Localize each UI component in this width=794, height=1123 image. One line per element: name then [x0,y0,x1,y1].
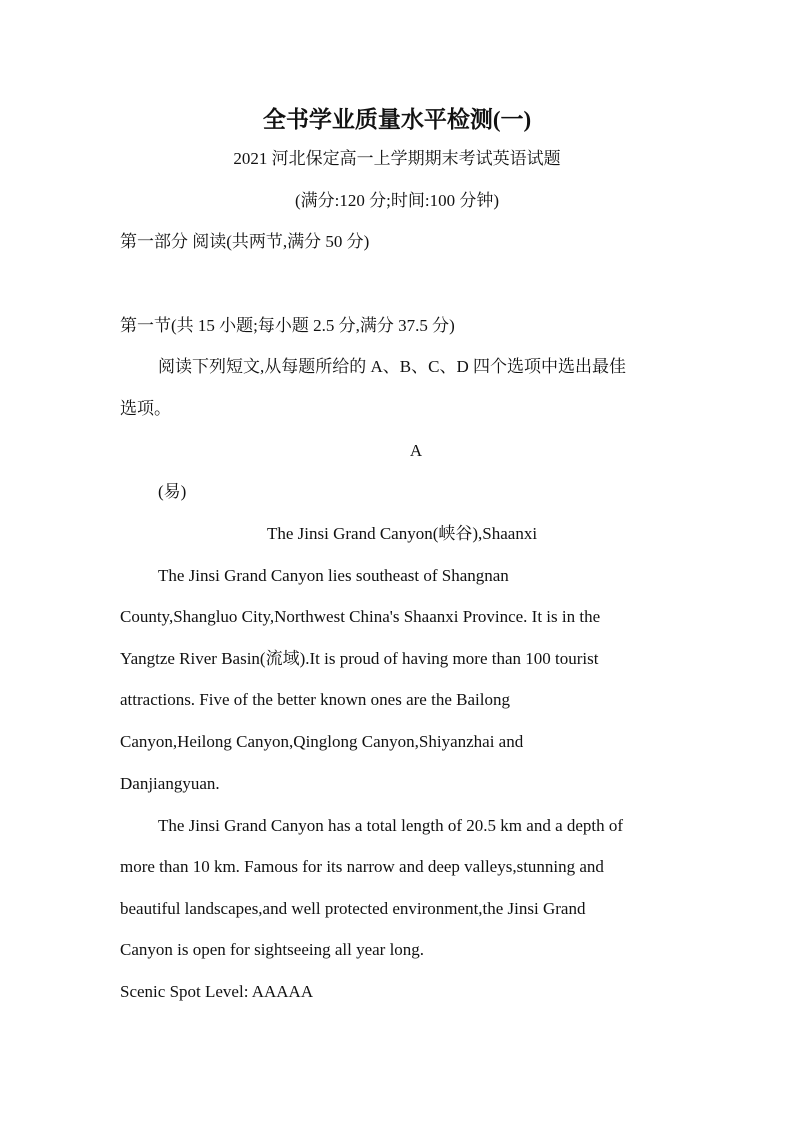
passage-line: Danjiangyuan. [120,774,220,793]
passage-line: beautiful landscapes,and well protected environment,the Jinsi Grand [120,899,586,918]
passage-line: Canyon,Heilong Canyon,Qinglong Canyon,Shiyanzhai and [120,732,524,751]
passage-line: attractions. Five of the better known ones are the Bailong [120,690,510,709]
part-heading: 第一部分 阅读(共两节,满分 50 分) [120,232,370,251]
passage-line: The Jinsi Grand Canyon lies southeast of Shangnan [158,566,509,585]
passage-title: The Jinsi Grand Canyon(峡谷),Shaanxi [267,524,538,543]
score-time-info: (满分:120 分;时间:100 分钟) [295,191,499,210]
passage-line: County,Shangluo City,Northwest China's Shaanxi Province. It is in the [120,607,601,626]
instruction-text-continued: 选项。 [120,399,171,418]
exam-subtitle: 2021 河北保定高一上学期期末考试英语试题 [233,149,561,168]
passage-label: A [409,441,423,460]
passage-line: more than 10 km. Famous for its narrow and deep valleys,stunning and [120,857,604,876]
page-title: 全书学业质量水平检测(一) [262,107,532,132]
instruction-text: 阅读下列短文,从每题所给的 A、B、C、D 四个选项中选出最佳 [158,357,626,376]
passage-line: Canyon is open for sightseeing all year long. [120,940,425,959]
difficulty-label: (易) [158,482,187,501]
scenic-spot-level: Scenic Spot Level: AAAAA [120,982,314,1001]
passage-line: The Jinsi Grand Canyon has a total length of 20.5 km and a depth of [158,816,624,835]
passage-line: Yangtze River Basin(流域).It is proud of having more than 100 tourist [120,649,599,668]
section-heading: 第一节(共 15 小题;每小题 2.5 分,满分 37.5 分) [120,316,455,335]
